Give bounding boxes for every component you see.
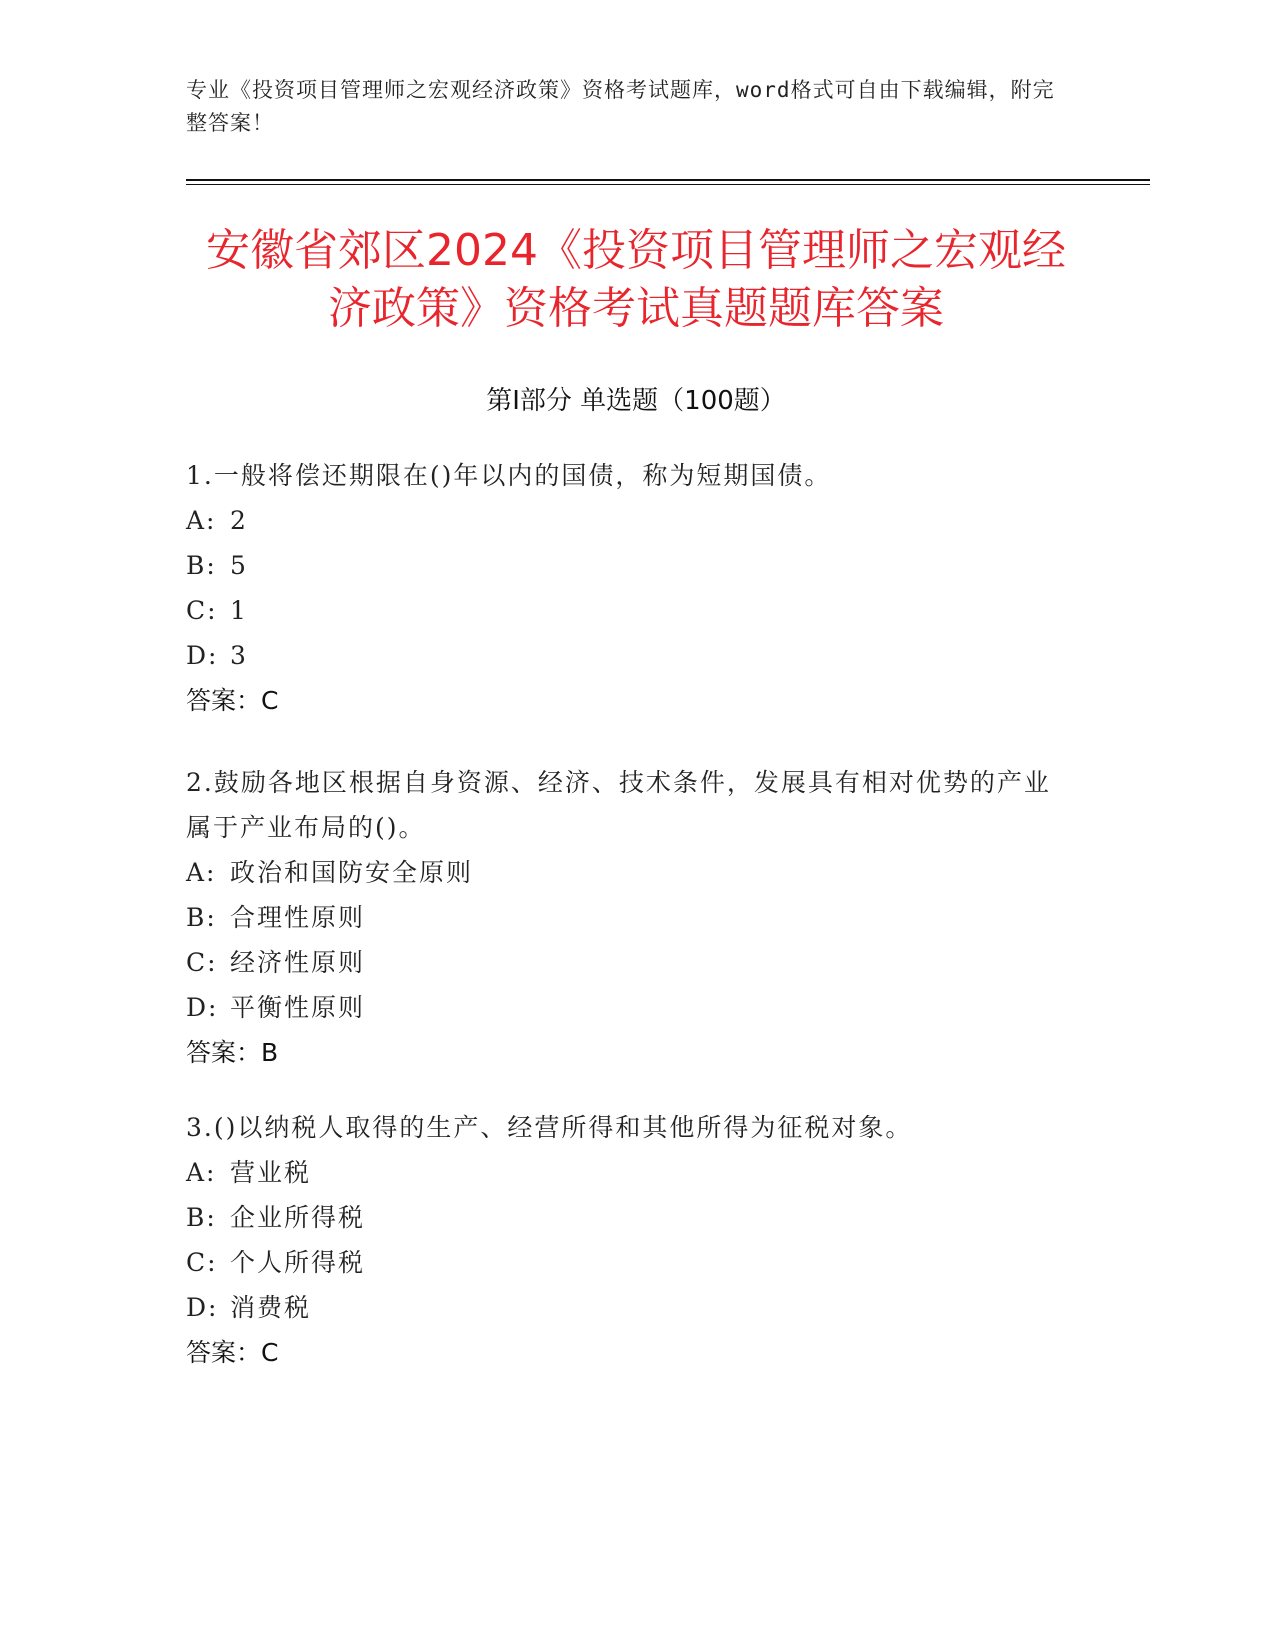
option-letter: A: bbox=[186, 858, 217, 887]
option-text: 经济性原则 bbox=[230, 948, 366, 977]
option-letter: B: bbox=[186, 551, 217, 580]
question-1 bbox=[186, 453, 1066, 723]
question-2 bbox=[186, 760, 1066, 1075]
question-stem: 3.()以纳税人取得的生产、经营所得和其他所得为征税对象。 bbox=[186, 1113, 913, 1142]
document-title: 安徽省郊区2024《投资项目管理师之宏观经济政策》资格考试真题题库答案 bbox=[206, 225, 1066, 334]
section-title: 第Ⅰ部分 单选题（100题） bbox=[486, 386, 786, 416]
option-letter: C: bbox=[186, 948, 218, 977]
option-text: 3 bbox=[230, 641, 248, 670]
option-text: 5 bbox=[230, 551, 248, 580]
option-text: 企业所得税 bbox=[230, 1203, 366, 1232]
question-3 bbox=[186, 1105, 1066, 1375]
option-letter: D: bbox=[186, 1293, 219, 1322]
answer-line: 答案：C bbox=[186, 686, 279, 715]
option-letter: D: bbox=[186, 641, 219, 670]
header-note: 专业《投资项目管理师之宏观经济政策》资格考试题库，word格式可自由下载编辑，附完整答案！ bbox=[186, 78, 1055, 135]
option-c bbox=[186, 588, 1066, 633]
answer-line: 答案：B bbox=[186, 1038, 279, 1067]
option-d bbox=[186, 1285, 1066, 1330]
option-a bbox=[186, 850, 1066, 895]
option-text: 平衡性原则 bbox=[230, 993, 366, 1022]
option-letter: C: bbox=[186, 596, 218, 625]
question-stem: 1.一般将偿还期限在()年以内的国债，称为短期国债。 bbox=[186, 461, 832, 490]
header-rule-thick bbox=[186, 179, 1150, 181]
option-c bbox=[186, 1240, 1066, 1285]
option-letter: D: bbox=[186, 993, 219, 1022]
option-text: 个人所得税 bbox=[230, 1248, 366, 1277]
option-text: 消费税 bbox=[230, 1293, 312, 1322]
option-letter: A: bbox=[186, 1158, 217, 1187]
option-text: 合理性原则 bbox=[230, 903, 366, 932]
option-d bbox=[186, 633, 1066, 678]
option-text: 政治和国防安全原则 bbox=[230, 858, 474, 887]
header-rule-thin bbox=[186, 184, 1150, 185]
option-a bbox=[186, 1150, 1066, 1195]
option-b bbox=[186, 1195, 1066, 1240]
option-text: 营业税 bbox=[230, 1158, 312, 1187]
option-letter: C: bbox=[186, 1248, 218, 1277]
question-stem: 2.鼓励各地区根据自身资源、经济、技术条件，发展具有相对优势的产业属于产业布局的()。 bbox=[186, 768, 1051, 842]
option-a bbox=[186, 498, 1066, 543]
option-b bbox=[186, 543, 1066, 588]
option-letter: B: bbox=[186, 1203, 217, 1232]
option-text: 1 bbox=[230, 596, 248, 625]
option-b bbox=[186, 895, 1066, 940]
option-c bbox=[186, 940, 1066, 985]
option-letter: B: bbox=[186, 903, 217, 932]
option-letter: A: bbox=[186, 506, 217, 535]
option-d bbox=[186, 985, 1066, 1030]
answer-line: 答案：C bbox=[186, 1338, 279, 1367]
option-text: 2 bbox=[230, 506, 248, 535]
